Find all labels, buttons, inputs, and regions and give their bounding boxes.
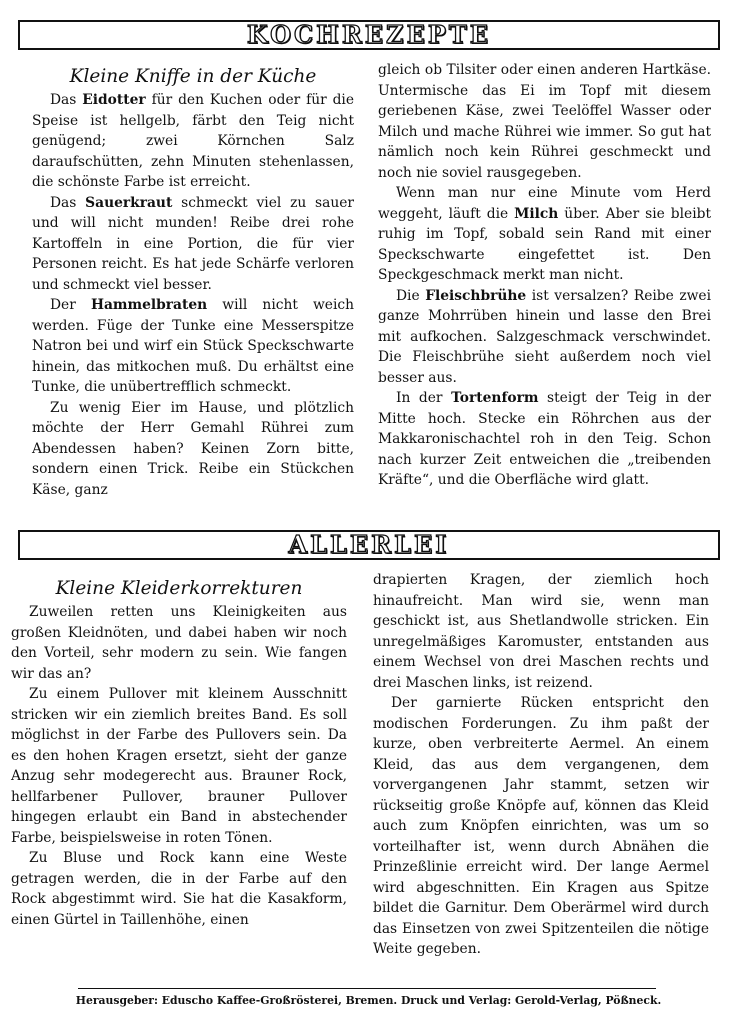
text-run: Die — [396, 287, 426, 304]
column-kochrezepte-left — [32, 64, 354, 500]
bold-keyword: Eidotter — [82, 92, 146, 108]
text-run: für den Kuchen oder für die Speise ist hellgelb, färbt den Teig nicht genügend; zwei Körnchen Salz daraufschütten, zehn Minuten stehenlassen, die schönste Farbe ist erreicht. — [32, 92, 355, 190]
banner-title: KOCHREZEPTE — [246, 20, 492, 49]
paragraph — [11, 602, 347, 684]
text-run: ist versalzen? Reibe zwei ganze Mohrrüben hinein und lasse den Brei mit aufkochen. Salzgeschmack verschwindet. Die Fleischbrühe sieht außerdem noch viel besser aus. — [378, 287, 711, 386]
column-allerlei-right — [373, 570, 709, 960]
text-run: Das — [50, 92, 83, 108]
text-run: Zu wenig Eier im Hause, und plötzlich möchte der Herr Gemahl Rührei zum Abendessen haben? Keinen Zorn bitte, sondern einen Trick. Reibe ein Stückchen Käse, ganz — [32, 399, 354, 498]
paragraph — [378, 60, 711, 183]
text-run: will nicht weich werden. Füge der Tunke eine Messerspitze Natron bei und wirf ein Stück Speckschwarte hinein, das mitkochen muß. Du erhältst eine Tunke, die unübertrefflich schmeckt. — [32, 297, 354, 395]
bold-keyword: Milch — [514, 205, 559, 222]
column-allerlei-left — [11, 576, 347, 930]
text-run: drapierten Kragen, der ziemlich hoch hinaufreicht. Man wird sie, wenn man geschickt ist, aus Shetlandwolle stricken. Ein unregelmäßiges Karomuster, entstanden aus einem Wechsel von drei Maschen rechts und drei Maschen links, ist reizend. — [373, 572, 709, 691]
bold-keyword: Hammelbraten — [90, 297, 208, 313]
text-run: Wenn man nur eine Minute vom Herd weggeht, läuft die — [378, 185, 711, 222]
publisher-footer: Herausgeber: Eduscho Kaffee-Großrösterei, Bremen. Druck und Verlag: Gerold-Verlag, Pößneck. — [75, 994, 662, 1007]
text-run: steigt der Teig in der Mitte hoch. Stecke ein Röhrchen aus der Makkaronischachtel roh in den Teig. Schon nach kurzer Zeit entweichen die „treibenden Kräfte“, und die Oberfläche wird glatt. — [378, 390, 711, 488]
paragraph — [11, 848, 347, 930]
paragraph — [32, 295, 354, 398]
text-run: Zu Bluse und Rock kann eine Weste getragen werden, die in der Farbe auf den Rock abgestimmt wird. Sie hat die Kasakform, einen Gürtel in Taillenhöhe, einen — [11, 850, 347, 928]
paragraph — [378, 183, 711, 286]
paragraph — [378, 286, 711, 389]
paragraph — [32, 193, 354, 296]
paragraph — [373, 693, 709, 960]
text-run: Der — [50, 297, 91, 313]
text-run: Der garnierte Rücken entspricht den modischen Forderungen. Zu ihm paßt der kurze, oben verbreiterte Aermel. An einem Kleid, das aus dem vergangenen, dem vorvergangenen Jahr stammt, setzen wir rückseitig große Knöpfe auf, können das Kleid auch zum Knöpfen einrichten, was um so vorteilhafter ist, wenn durch Abnähen die Prinzeßlinie erreicht wird. Der lange Aermel wird abgeschnitten. Ein Kragen aus Spitze bildet die Garnitur. Dem Oberärmel wird durch das Einsetzen von zwei Spitzenteilen die nötige Weite gegeben. — [373, 695, 709, 957]
bold-keyword: Fleischbrühe — [425, 287, 527, 304]
article-heading-kniffe: Kleine Kniffe in der Küche — [69, 66, 317, 87]
banner-title: ALLERLEI — [288, 530, 450, 559]
text-run: Zuweilen retten uns Kleinigkeiten aus großen Kleidnöten, und dabei haben wir noch den Vorteil, sehr modern zu sein. Wie fangen wir das an? — [11, 604, 347, 682]
column-kochrezepte-right — [378, 60, 711, 491]
paragraph — [373, 570, 709, 693]
paragraph — [378, 388, 711, 491]
paragraph — [11, 684, 347, 848]
paragraph — [32, 90, 354, 193]
bold-keyword: Tortenform — [451, 390, 539, 406]
text-run: schmeckt viel zu sauer und will nicht munden! Reibe drei rohe Kartoffeln in eine Portion, die für vier Personen reicht. Es hat jede Schärfe verloren und schmeckt viel besser. — [32, 194, 354, 293]
section-banner-allerlei — [18, 530, 720, 560]
bold-keyword: Sauerkraut — [85, 194, 173, 211]
text-run: In der — [396, 390, 452, 406]
article-heading-kleiderkorrekturen: Kleine Kleiderkorrekturen — [55, 578, 303, 599]
footer-rule — [78, 988, 656, 989]
text-run: Das — [50, 194, 86, 211]
text-run: über. Aber sie bleibt ruhig im Topf, sobald sein Rand mit einer Speckschwarte eingefettet ist. Den Speckgeschmack merkt man nicht. — [378, 205, 711, 283]
text-run: Zu einem Pullover mit kleinem Ausschnitt stricken wir ein ziemlich breites Band. Es soll möglichst in der Farbe des Pullovers sein. Da es den hohen Kragen ersetzt, sieht der ganze Anzug sehr modegerecht aus. Brauner Rock, hellfarbener Pullover, brauner Pullover hingegen erlaubt ein Band in abstechender Farbe, beispielsweise in roten Tönen. — [11, 686, 347, 846]
paragraph — [32, 398, 354, 501]
section-banner-kochrezepte — [18, 20, 720, 50]
text-run: gleich ob Tilsiter oder einen anderen Hartkäse. Untermische das Ei im Topf mit diesem geriebenen Käse, zwei Teelöffel Wasser oder Milch und mache Rührei wie immer. So gut hat nämlich noch kein Rührei geschmeckt und noch nie soviel rausgegeben. — [378, 62, 711, 181]
